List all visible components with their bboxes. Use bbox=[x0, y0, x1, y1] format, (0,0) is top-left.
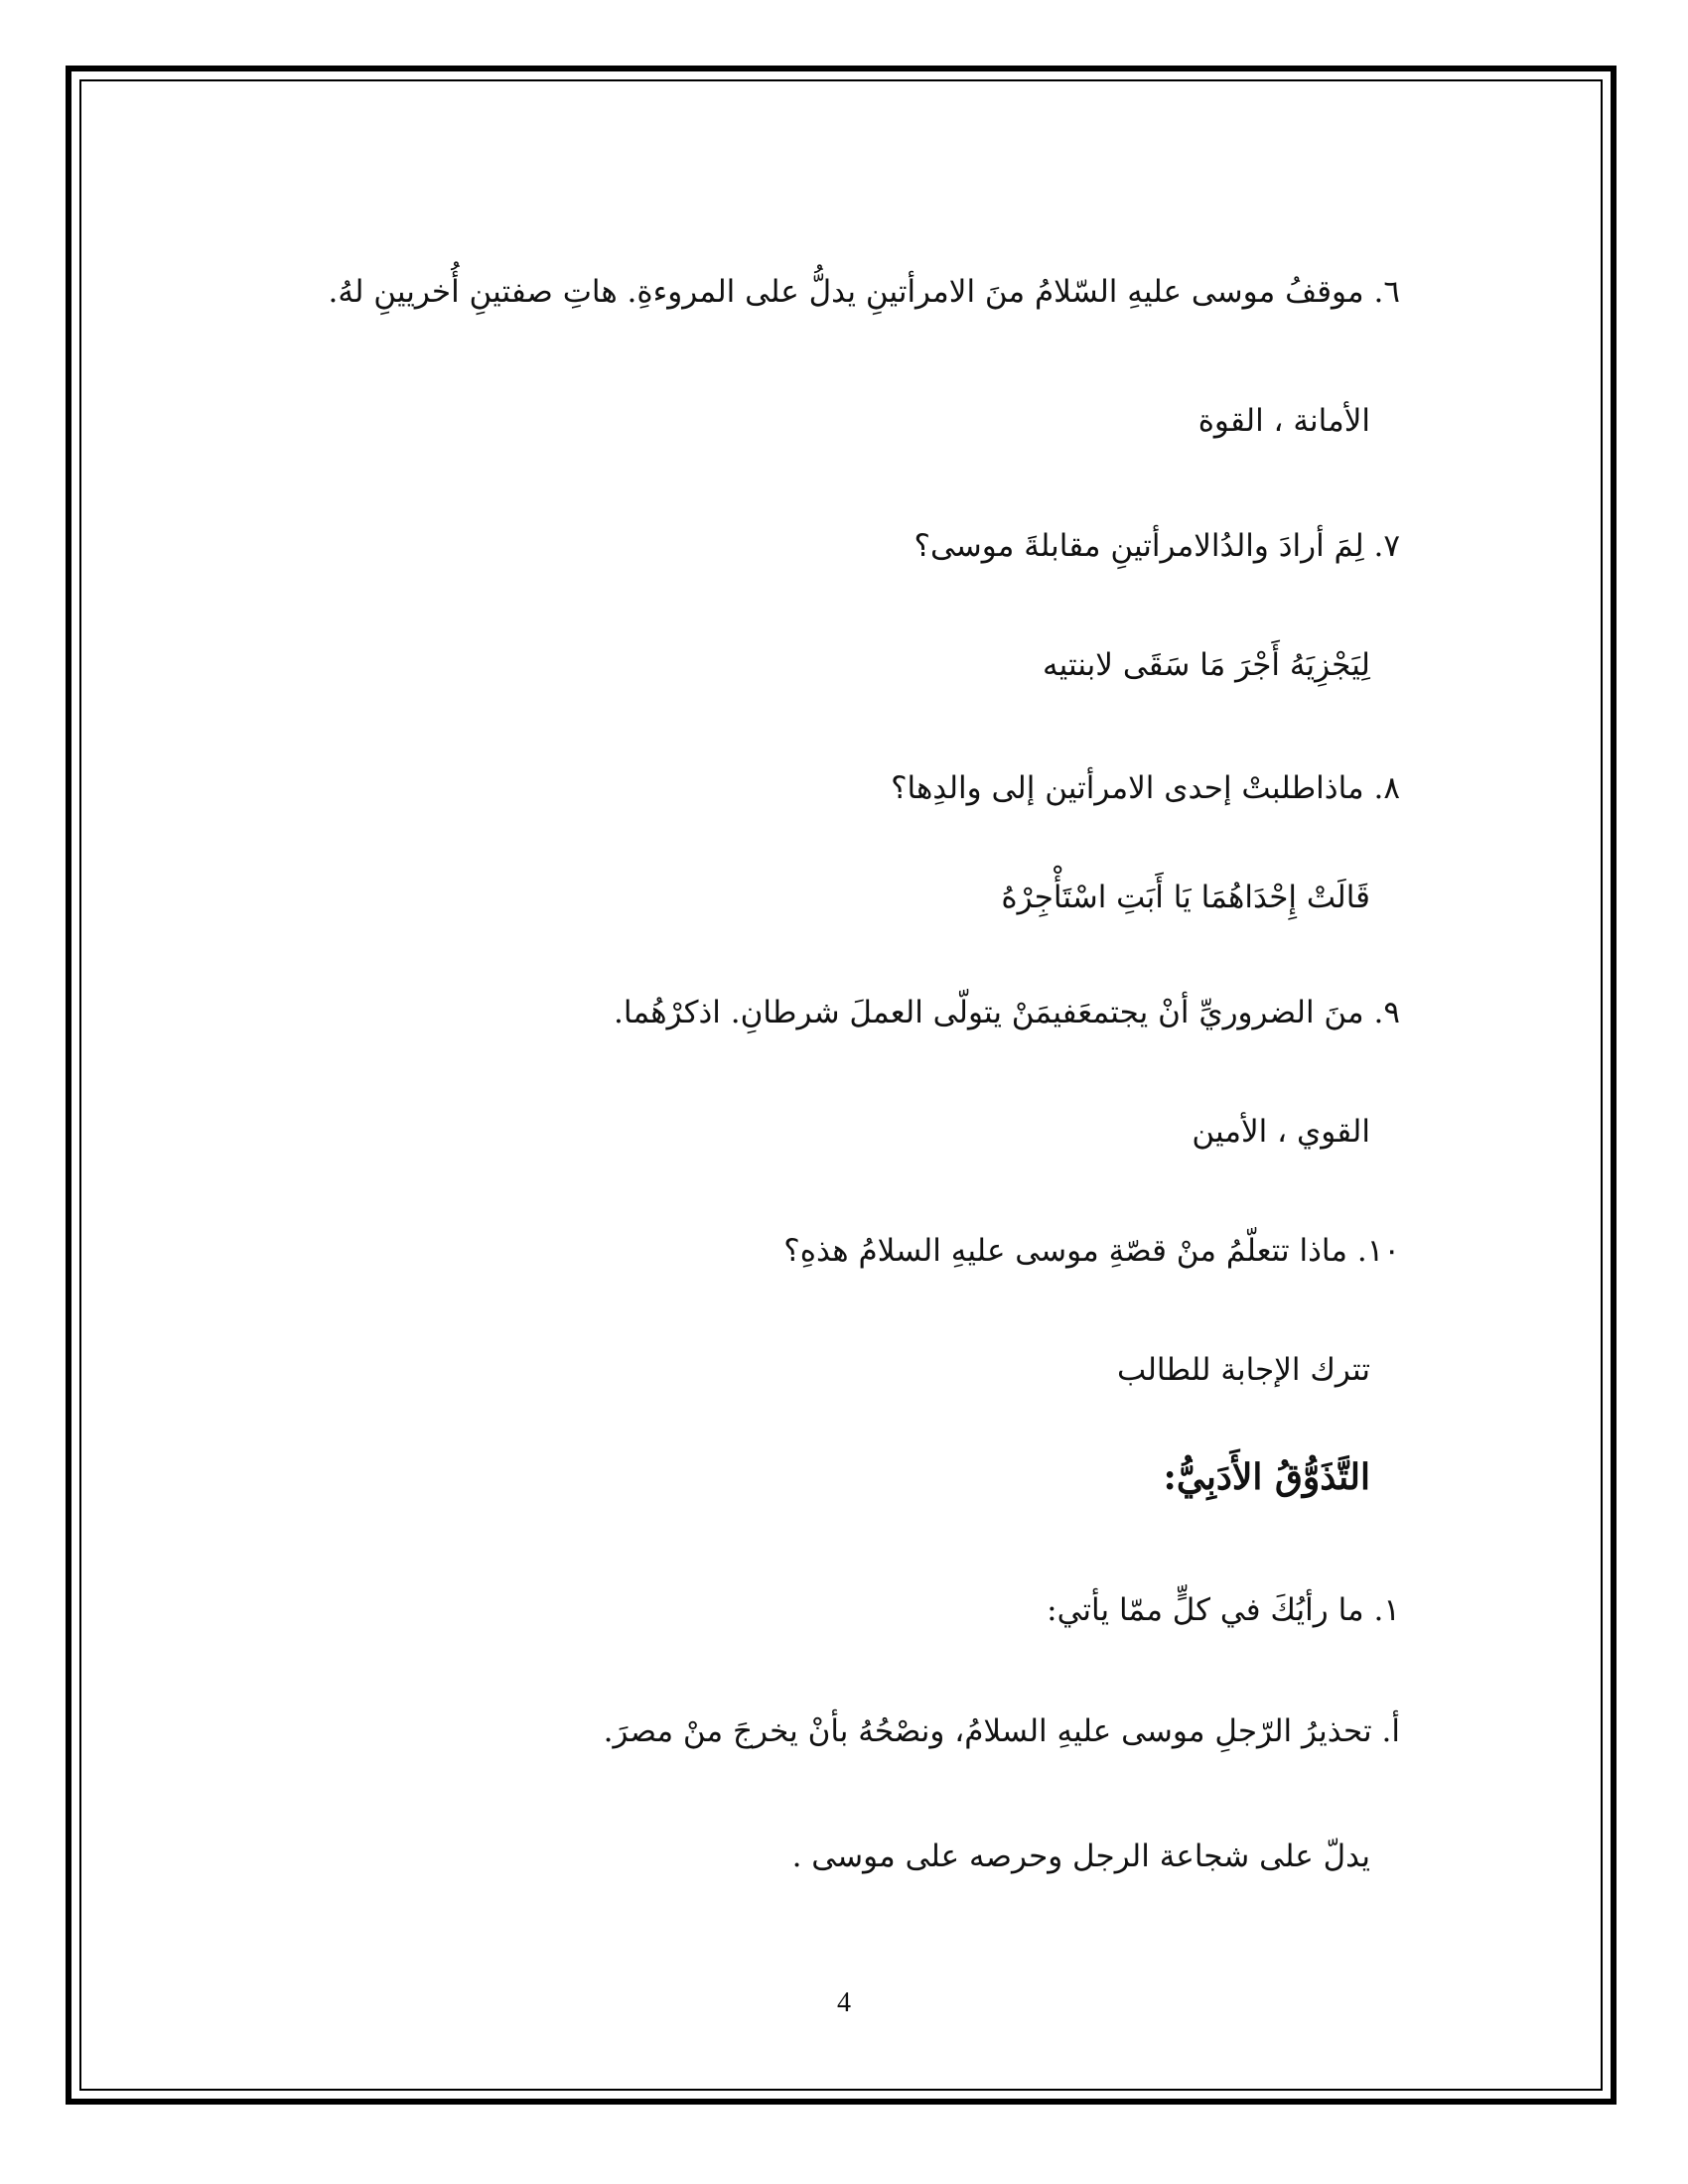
question-10: ١٠. ماذا تتعلّمُ منْ قصّةِ موسى عليهِ السلامُ هذهِ؟ bbox=[783, 1233, 1400, 1269]
taste-question-1: ١. ما رأيُكَ في كلٍّ ممّا يأتي: bbox=[1047, 1592, 1400, 1628]
answer-7: لِيَجْزِيَهُ أَجْرَ مَا سَقَى لابنتيه bbox=[1043, 647, 1370, 683]
question-7: ٧. لِمَ أرادَ والدُالامرأتينِ مقابلةَ موسى؟ bbox=[914, 528, 1400, 564]
answer-9: القوي ، الأمين bbox=[1192, 1114, 1370, 1150]
page-number: 4 bbox=[837, 1987, 851, 2018]
answer-10: تترك الإجابة للطالب bbox=[1117, 1352, 1370, 1388]
question-9: ٩. منَ الضروريِّ أنْ يجتمعَفيمَنْ يتولّى العملَ شرطانِ. اذكرْهُما. bbox=[614, 995, 1400, 1030]
taste-item-a: أ. تحذيرُ الرّجلِ موسى عليهِ السلامُ، ونصْحُهُ بأنْ يخرجَ منْ مصرَ. bbox=[603, 1713, 1400, 1749]
question-6: ٦. موقفُ موسى عليهِ السّلامُ منَ الامرأتينِ يدلُّ على المروءةِ. هاتِ صفتينِ أُخريينِ لهُ. bbox=[328, 274, 1400, 310]
answer-6: الأمانة ، القوة bbox=[1197, 403, 1370, 439]
taste-answer-a: يدلّ على شجاعة الرجل وحرصه على موسى . bbox=[791, 1839, 1370, 1874]
question-8: ٨. ماذاطلبتْ إحدى الامرأتين إلى والدِها؟ bbox=[891, 770, 1400, 806]
answer-8: قَالَتْ إِحْدَاهُمَا يَا أَبَتِ اسْتَأْجِرْهُ bbox=[1001, 880, 1370, 915]
page-content bbox=[149, 0, 1400, 2184]
section-heading: التَّذَوُّقُ الأَدَبِيُّ: bbox=[1163, 1456, 1370, 1498]
